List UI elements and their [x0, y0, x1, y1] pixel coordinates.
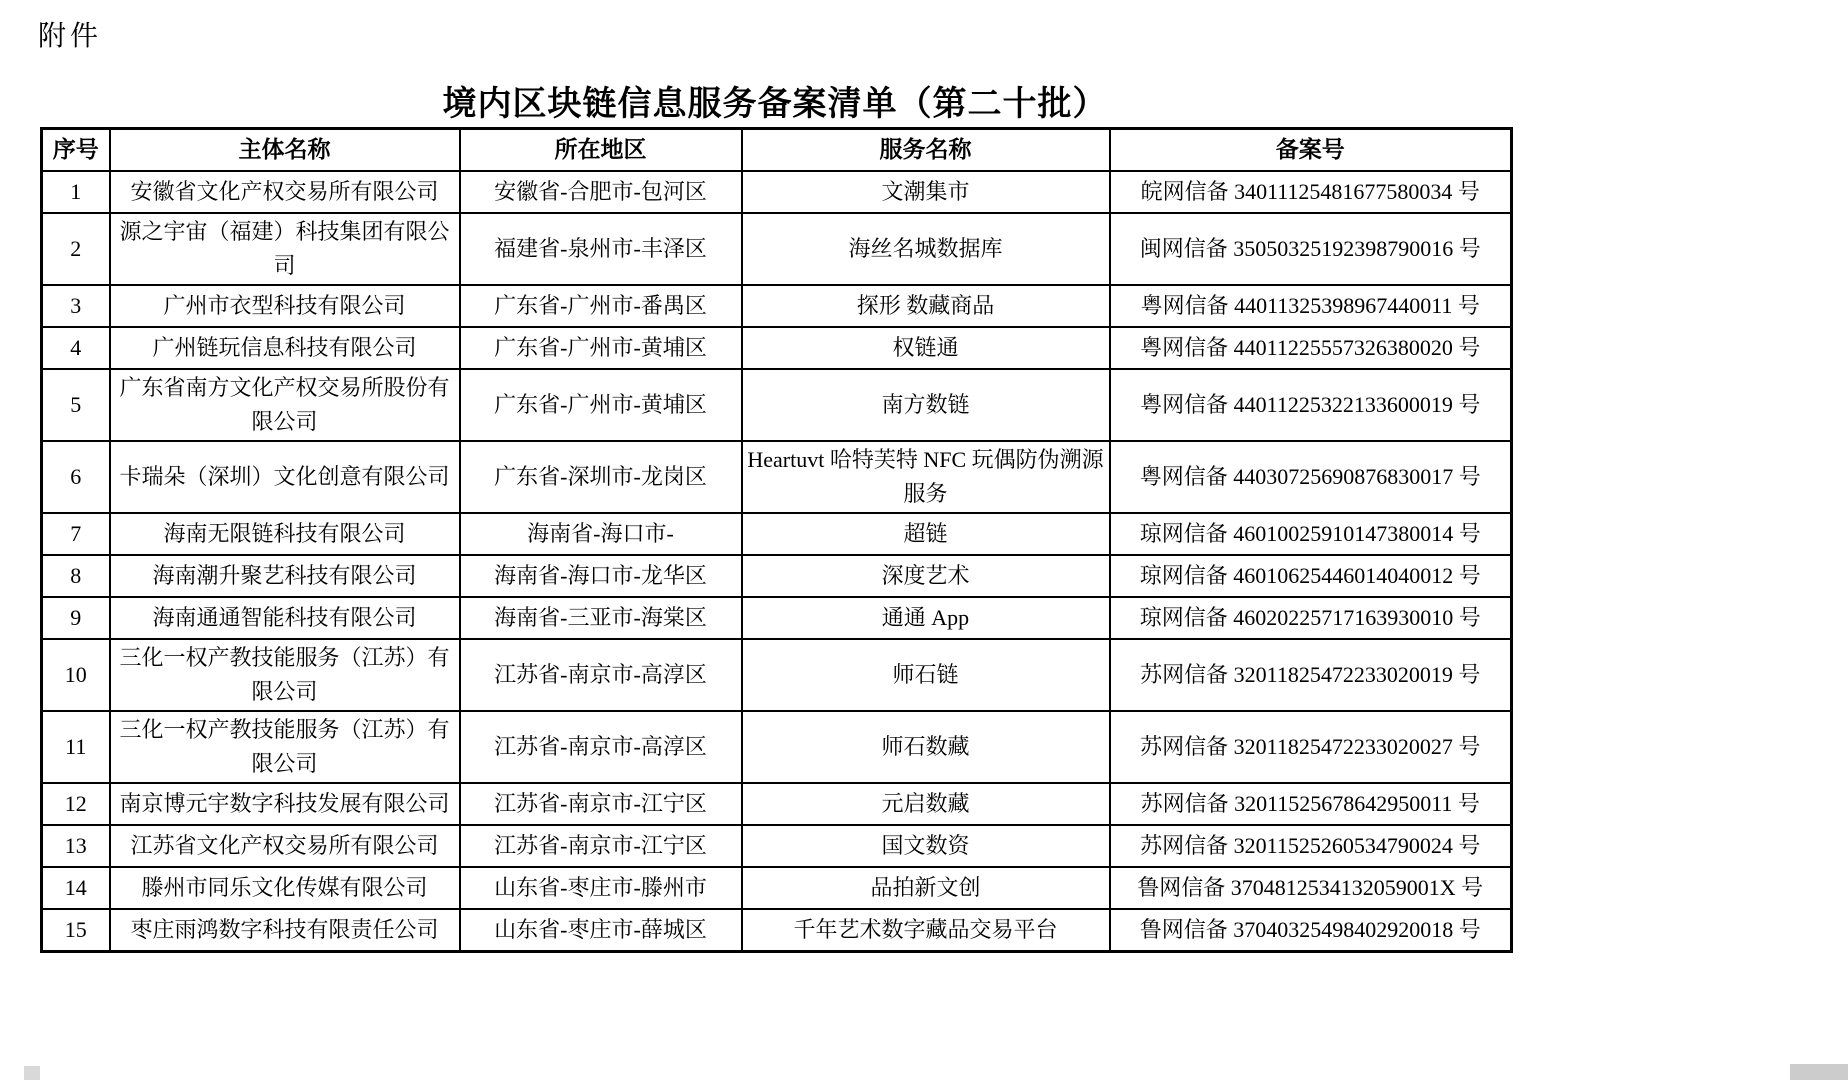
cell-filing: 琼网信备 46010025910147380014 号 [1110, 513, 1512, 555]
cell-service: 超链 [742, 513, 1110, 555]
cell-entity: 广州链玩信息科技有限公司 [110, 327, 460, 369]
column-header: 主体名称 [110, 129, 460, 172]
cell-no: 2 [42, 213, 110, 285]
cell-filing: 粤网信备 44011225557326380020 号 [1110, 327, 1512, 369]
cell-region: 广东省-广州市-黄埔区 [460, 369, 742, 441]
table-row [42, 783, 1512, 825]
cell-entity: 源之宇宙（福建）科技集团有限公司 [110, 213, 460, 285]
table-row [42, 909, 1512, 952]
cell-region: 江苏省-南京市-江宁区 [460, 783, 742, 825]
cell-service: 师石数藏 [742, 711, 1110, 783]
attachment-label: 附件 [38, 21, 103, 52]
cell-entity: 海南无限链科技有限公司 [110, 513, 460, 555]
cell-filing: 苏网信备 32011825472233020027 号 [1110, 711, 1512, 783]
cell-no: 8 [42, 555, 110, 597]
table-row [42, 639, 1512, 711]
cell-no: 14 [42, 867, 110, 909]
cell-region: 海南省-三亚市-海棠区 [460, 597, 742, 639]
cell-filing: 皖网信备 34011125481677580034 号 [1110, 171, 1512, 213]
cell-filing: 鲁网信备 37040325498402920018 号 [1110, 909, 1512, 952]
table-row [42, 213, 1512, 285]
cell-region: 广东省-广州市-黄埔区 [460, 327, 742, 369]
cell-service: 通通 App [742, 597, 1110, 639]
table-row [42, 825, 1512, 867]
cell-region: 海南省-海口市- [460, 513, 742, 555]
cell-no: 9 [42, 597, 110, 639]
cell-service: 海丝名城数据库 [742, 213, 1110, 285]
cell-no: 10 [42, 639, 110, 711]
cell-filing: 鲁网信备 3704812534132059001X 号 [1110, 867, 1512, 909]
cell-entity: 卡瑞朵（深圳）文化创意有限公司 [110, 441, 460, 513]
cell-no: 4 [42, 327, 110, 369]
cell-service: 南方数链 [742, 369, 1110, 441]
table-row [42, 441, 1512, 513]
cell-entity: 南京博元宇数字科技发展有限公司 [110, 783, 460, 825]
cell-no: 5 [42, 369, 110, 441]
table-row [42, 171, 1512, 213]
table-row [42, 327, 1512, 369]
page-title: 境内区块链信息服务备案清单（第二十批） [442, 86, 1108, 123]
table-row [42, 597, 1512, 639]
filing-table [40, 127, 1513, 953]
cell-entity: 枣庄雨鸿数字科技有限责任公司 [110, 909, 460, 952]
cell-no: 15 [42, 909, 110, 952]
cell-no: 3 [42, 285, 110, 327]
cell-filing: 苏网信备 32011825472233020019 号 [1110, 639, 1512, 711]
cell-region: 山东省-枣庄市-薛城区 [460, 909, 742, 952]
cell-filing: 苏网信备 32011525260534790024 号 [1110, 825, 1512, 867]
cell-entity: 三化一权产教技能服务（江苏）有限公司 [110, 639, 460, 711]
cell-region: 广东省-深圳市-龙岗区 [460, 441, 742, 513]
page-edge-artifact-left [24, 1066, 40, 1080]
cell-service: Heartuvt 哈特芙特 NFC 玩偶防伪溯源服务 [742, 441, 1110, 513]
cell-entity: 海南潮升聚艺科技有限公司 [110, 555, 460, 597]
table-row [42, 369, 1512, 441]
cell-filing: 粤网信备 44030725690876830017 号 [1110, 441, 1512, 513]
table-row [42, 867, 1512, 909]
cell-no: 7 [42, 513, 110, 555]
table-row [42, 555, 1512, 597]
cell-region: 山东省-枣庄市-滕州市 [460, 867, 742, 909]
cell-no: 13 [42, 825, 110, 867]
cell-entity: 海南通通智能科技有限公司 [110, 597, 460, 639]
cell-filing: 琼网信备 46010625446014040012 号 [1110, 555, 1512, 597]
table-row [42, 285, 1512, 327]
cell-no: 11 [42, 711, 110, 783]
column-header: 服务名称 [742, 129, 1110, 172]
cell-entity: 江苏省文化产权交易所有限公司 [110, 825, 460, 867]
cell-entity: 安徽省文化产权交易所有限公司 [110, 171, 460, 213]
column-header: 备案号 [1110, 129, 1512, 172]
cell-region: 江苏省-南京市-江宁区 [460, 825, 742, 867]
cell-service: 国文数资 [742, 825, 1110, 867]
cell-region: 江苏省-南京市-高淳区 [460, 639, 742, 711]
cell-filing: 闽网信备 35050325192398790016 号 [1110, 213, 1512, 285]
table-row [42, 513, 1512, 555]
column-header: 所在地区 [460, 129, 742, 172]
cell-service: 权链通 [742, 327, 1110, 369]
cell-filing: 粤网信备 44011225322133600019 号 [1110, 369, 1512, 441]
page-edge-artifact-right [1790, 1064, 1848, 1080]
cell-service: 深度艺术 [742, 555, 1110, 597]
cell-service: 探形 数藏商品 [742, 285, 1110, 327]
cell-service: 元启数藏 [742, 783, 1110, 825]
column-header: 序号 [42, 129, 110, 172]
cell-entity: 广东省南方文化产权交易所股份有限公司 [110, 369, 460, 441]
cell-region: 广东省-广州市-番禺区 [460, 285, 742, 327]
cell-filing: 苏网信备 32011525678642950011 号 [1110, 783, 1512, 825]
cell-filing: 琼网信备 46020225717163930010 号 [1110, 597, 1512, 639]
cell-filing: 粤网信备 44011325398967440011 号 [1110, 285, 1512, 327]
cell-service: 千年艺术数字藏品交易平台 [742, 909, 1110, 952]
cell-no: 1 [42, 171, 110, 213]
cell-service: 文潮集市 [742, 171, 1110, 213]
cell-region: 江苏省-南京市-高淳区 [460, 711, 742, 783]
cell-region: 福建省-泉州市-丰泽区 [460, 213, 742, 285]
cell-service: 师石链 [742, 639, 1110, 711]
cell-region: 海南省-海口市-龙华区 [460, 555, 742, 597]
cell-service: 品拍新文创 [742, 867, 1110, 909]
cell-no: 12 [42, 783, 110, 825]
table-row [42, 711, 1512, 783]
cell-no: 6 [42, 441, 110, 513]
cell-entity: 滕州市同乐文化传媒有限公司 [110, 867, 460, 909]
cell-region: 安徽省-合肥市-包河区 [460, 171, 742, 213]
table-header-row [42, 129, 1512, 172]
cell-entity: 广州市衣型科技有限公司 [110, 285, 460, 327]
cell-entity: 三化一权产教技能服务（江苏）有限公司 [110, 711, 460, 783]
